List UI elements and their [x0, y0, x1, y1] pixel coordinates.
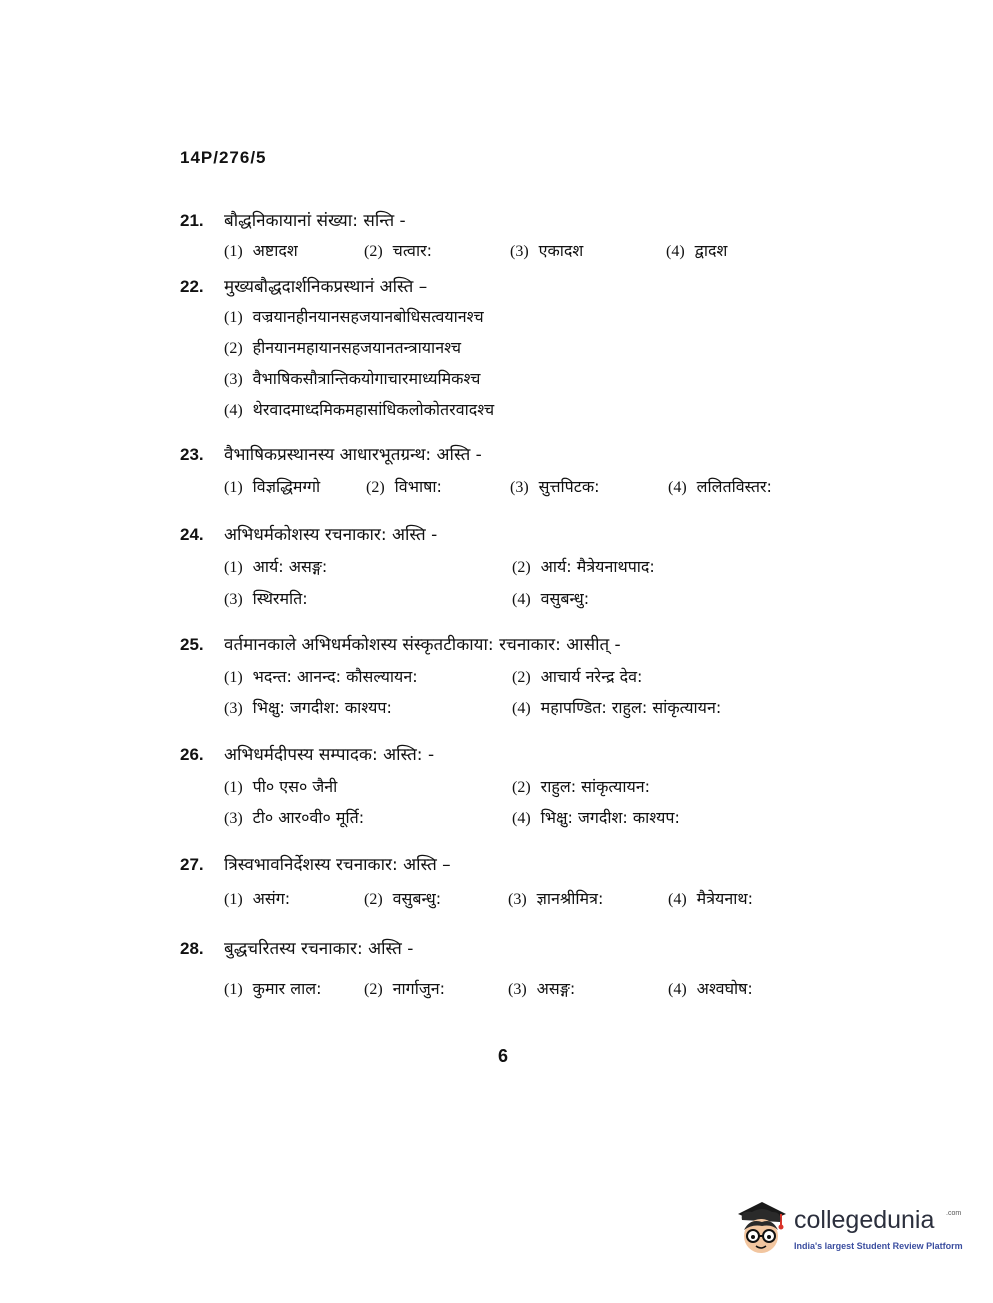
option-1: (1) विज्ञद्धिमग्गो — [224, 477, 321, 496]
option-1: (1) पी० एस० जैनी — [224, 777, 338, 796]
mascot-logo-icon — [732, 1196, 792, 1260]
question-stem: मुख्यबौद्धदार्शनिकप्रस्थानं अस्ति – — [224, 277, 428, 297]
page-number: 6 — [498, 1046, 509, 1066]
question-26 — [180, 742, 820, 829]
option-3: (3) स्थिरमति: — [224, 589, 308, 608]
question-number: 22. — [180, 277, 204, 296]
brand-suffix: .com — [946, 1210, 962, 1217]
option-2: (2) आर्य: मैत्रेयनाथपाद: — [512, 557, 655, 576]
option-4: (4) वसुबन्धु: — [512, 589, 590, 608]
question-number: 28. — [180, 939, 204, 958]
question-stem: बौद्धनिकायानां संख्या: सन्ति - — [224, 211, 406, 231]
question-stem: अभिधर्मकोशस्य रचनाकार: अस्ति - — [224, 525, 438, 545]
option-3: (3) टी० आर०वी० मूर्ति: — [224, 808, 365, 827]
paper-code: 14P/276/5 — [180, 148, 267, 167]
option-2: (2) नार्गाजुन: — [364, 979, 445, 998]
question-stem: वैभाषिकप्रस्थानस्य आधारभूतग्रन्थ: अस्ति - — [224, 445, 482, 465]
option-3: (3) भिक्षु: जगदीश: काश्यप: — [224, 698, 392, 717]
question-28 — [180, 936, 820, 999]
option-4: (4) अश्वघोष: — [668, 979, 753, 998]
option-2: (2) वसुबन्धु: — [364, 889, 442, 908]
option-3: (3) सुत्तपिटक: — [510, 477, 600, 496]
brand-tagline: India's largest Student Review Platform — [794, 1241, 963, 1251]
option-1: (1) अष्टादश — [224, 241, 298, 260]
option-3: (3) ज्ञानश्रीमित्र: — [508, 889, 604, 908]
question-23 — [180, 442, 820, 495]
question-stem: वर्तमानकाले अभिधर्मकोशस्य संस्कृतटीकाया: रचनाकार: आसीत् - — [224, 635, 621, 655]
option-4: (4) थेरवादमाध्दमिकमहासांधिकलोकोतरवादश्च — [224, 400, 495, 419]
option-3: (3) असङ्ग: — [508, 979, 576, 998]
question-24 — [180, 522, 820, 609]
question-number: 27. — [180, 855, 204, 874]
question-number: 21. — [180, 211, 204, 230]
option-3: (3) एकादश — [510, 241, 584, 260]
option-4: (4) महापण्डित: राहुल: सांकृत्यायन: — [512, 698, 722, 717]
option-2: (2) राहुल: सांकृत्यायन: — [512, 777, 651, 796]
option-1: (1) कुमार लाल: — [224, 979, 322, 998]
option-1: (1) असंग: — [224, 889, 291, 908]
question-stem: त्रिस्वभावनिर्देशस्य रचनाकार: अस्ति – — [224, 855, 451, 875]
option-1: (1) वज्रयानहीनयानसहजयानबोधिसत्वयानश्च — [224, 307, 484, 326]
question-number: 26. — [180, 745, 204, 764]
question-21 — [180, 208, 820, 261]
option-4: (4) द्वादश — [666, 241, 728, 260]
collegedunia-watermark — [732, 1196, 972, 1266]
option-1: (1) आर्य: असङ्ग: — [224, 557, 328, 576]
option-3: (3) वैभाषिकसौत्रान्तिकयोगाचारमाध्यमिकश्च — [224, 369, 481, 388]
option-4: (4) भिक्षु: जगदीश: काश्यप: — [512, 808, 680, 827]
question-22 — [180, 274, 820, 427]
option-2: (2) विभाषा: — [366, 477, 442, 496]
option-4: (4) मैत्रेयनाथ: — [668, 889, 753, 908]
question-stem: बुद्धचरितस्य रचनाकार: अस्ति - — [224, 939, 414, 959]
option-1: (1) भदन्त: आनन्द: कौसल्यायन: — [224, 667, 418, 686]
question-stem: अभिधर्मदीपस्य सम्पादक: अस्ति: - — [224, 745, 435, 765]
question-27 — [180, 852, 820, 908]
question-25 — [180, 632, 820, 719]
option-2: (2) आचार्य नरेन्द्र देव: — [512, 667, 643, 686]
option-2: (2) हीनयानमहायानसहजयानतन्त्रायानश्च — [224, 338, 462, 357]
question-number: 23. — [180, 445, 204, 464]
option-4: (4) ललितविस्तर: — [668, 477, 772, 496]
question-number: 24. — [180, 525, 204, 544]
option-2: (2) चत्वार: — [364, 241, 433, 260]
question-number: 25. — [180, 635, 204, 654]
brand-name: collegedunia — [794, 1206, 935, 1234]
